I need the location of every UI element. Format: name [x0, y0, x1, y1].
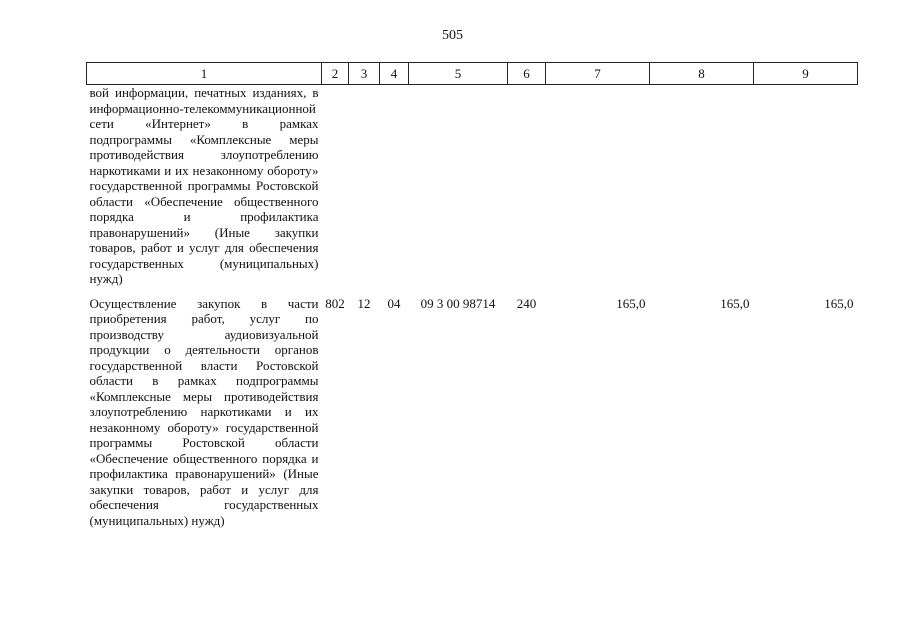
row-col-7: 165,0 [616, 295, 646, 311]
row-description: Осуществление закупок в части приобретения работ, услуг по производству аудиовизуальной продукции о деятельности органов государственной власти Ростовской области в рамках подпрограммы «Комплексные меры противодействия злоупотреблению наркотиками и их незаконному обороту» государственной программы Ростовской области «Обеспечение общественного порядка и профилактика правонарушений» (Иные закупки товаров, работ и услуг для обеспечения государственных (муниципальных) нужд) [89, 295, 319, 528]
header-col-1: 1 [87, 63, 322, 85]
page-number: 505 [442, 28, 463, 43]
row-col-9: 165,0 [824, 295, 854, 311]
header-col-5: 5 [409, 63, 508, 85]
row-col-4 [380, 85, 409, 287]
row-description: вой информации, печатных изданиях, в информационно-телекоммуникационной сети «Интернет» в рамках подпрограммы «Комплексные меры противодействия злоупотреблению наркотиками и их незаконному обороту» государственной программы Ростовской области «Обеспечение общественного порядка и профилактика правонарушений» (Иные закупки товаров, работ и услуг для обеспечения государственных (муниципальных) нужд) [89, 85, 319, 286]
row-col-6 [508, 85, 546, 287]
row-col-3 [349, 85, 380, 287]
row-col-8 [650, 85, 754, 287]
row-col-2: 802 [325, 295, 345, 311]
header-col-7: 7 [546, 63, 650, 85]
row-col-8: 165,0 [720, 295, 750, 311]
header-col-4: 4 [380, 63, 409, 85]
row-col-7 [546, 85, 650, 287]
row-col-5: 09 3 00 98714 [420, 295, 496, 311]
header-col-2: 2 [322, 63, 349, 85]
table-row [87, 287, 858, 529]
header-col-6: 6 [508, 63, 546, 85]
row-col-6: 240 [516, 295, 537, 311]
row-col-9 [754, 85, 858, 287]
header-col-9: 9 [754, 63, 858, 85]
row-col-5 [409, 85, 508, 287]
row-col-3: 12 [357, 295, 371, 311]
table-header-row [87, 63, 858, 85]
budget-table [86, 62, 858, 528]
header-col-3: 3 [349, 63, 380, 85]
row-col-4: 04 [387, 295, 401, 311]
row-col-2 [322, 85, 349, 287]
header-col-8: 8 [650, 63, 754, 85]
table-row [87, 85, 858, 287]
